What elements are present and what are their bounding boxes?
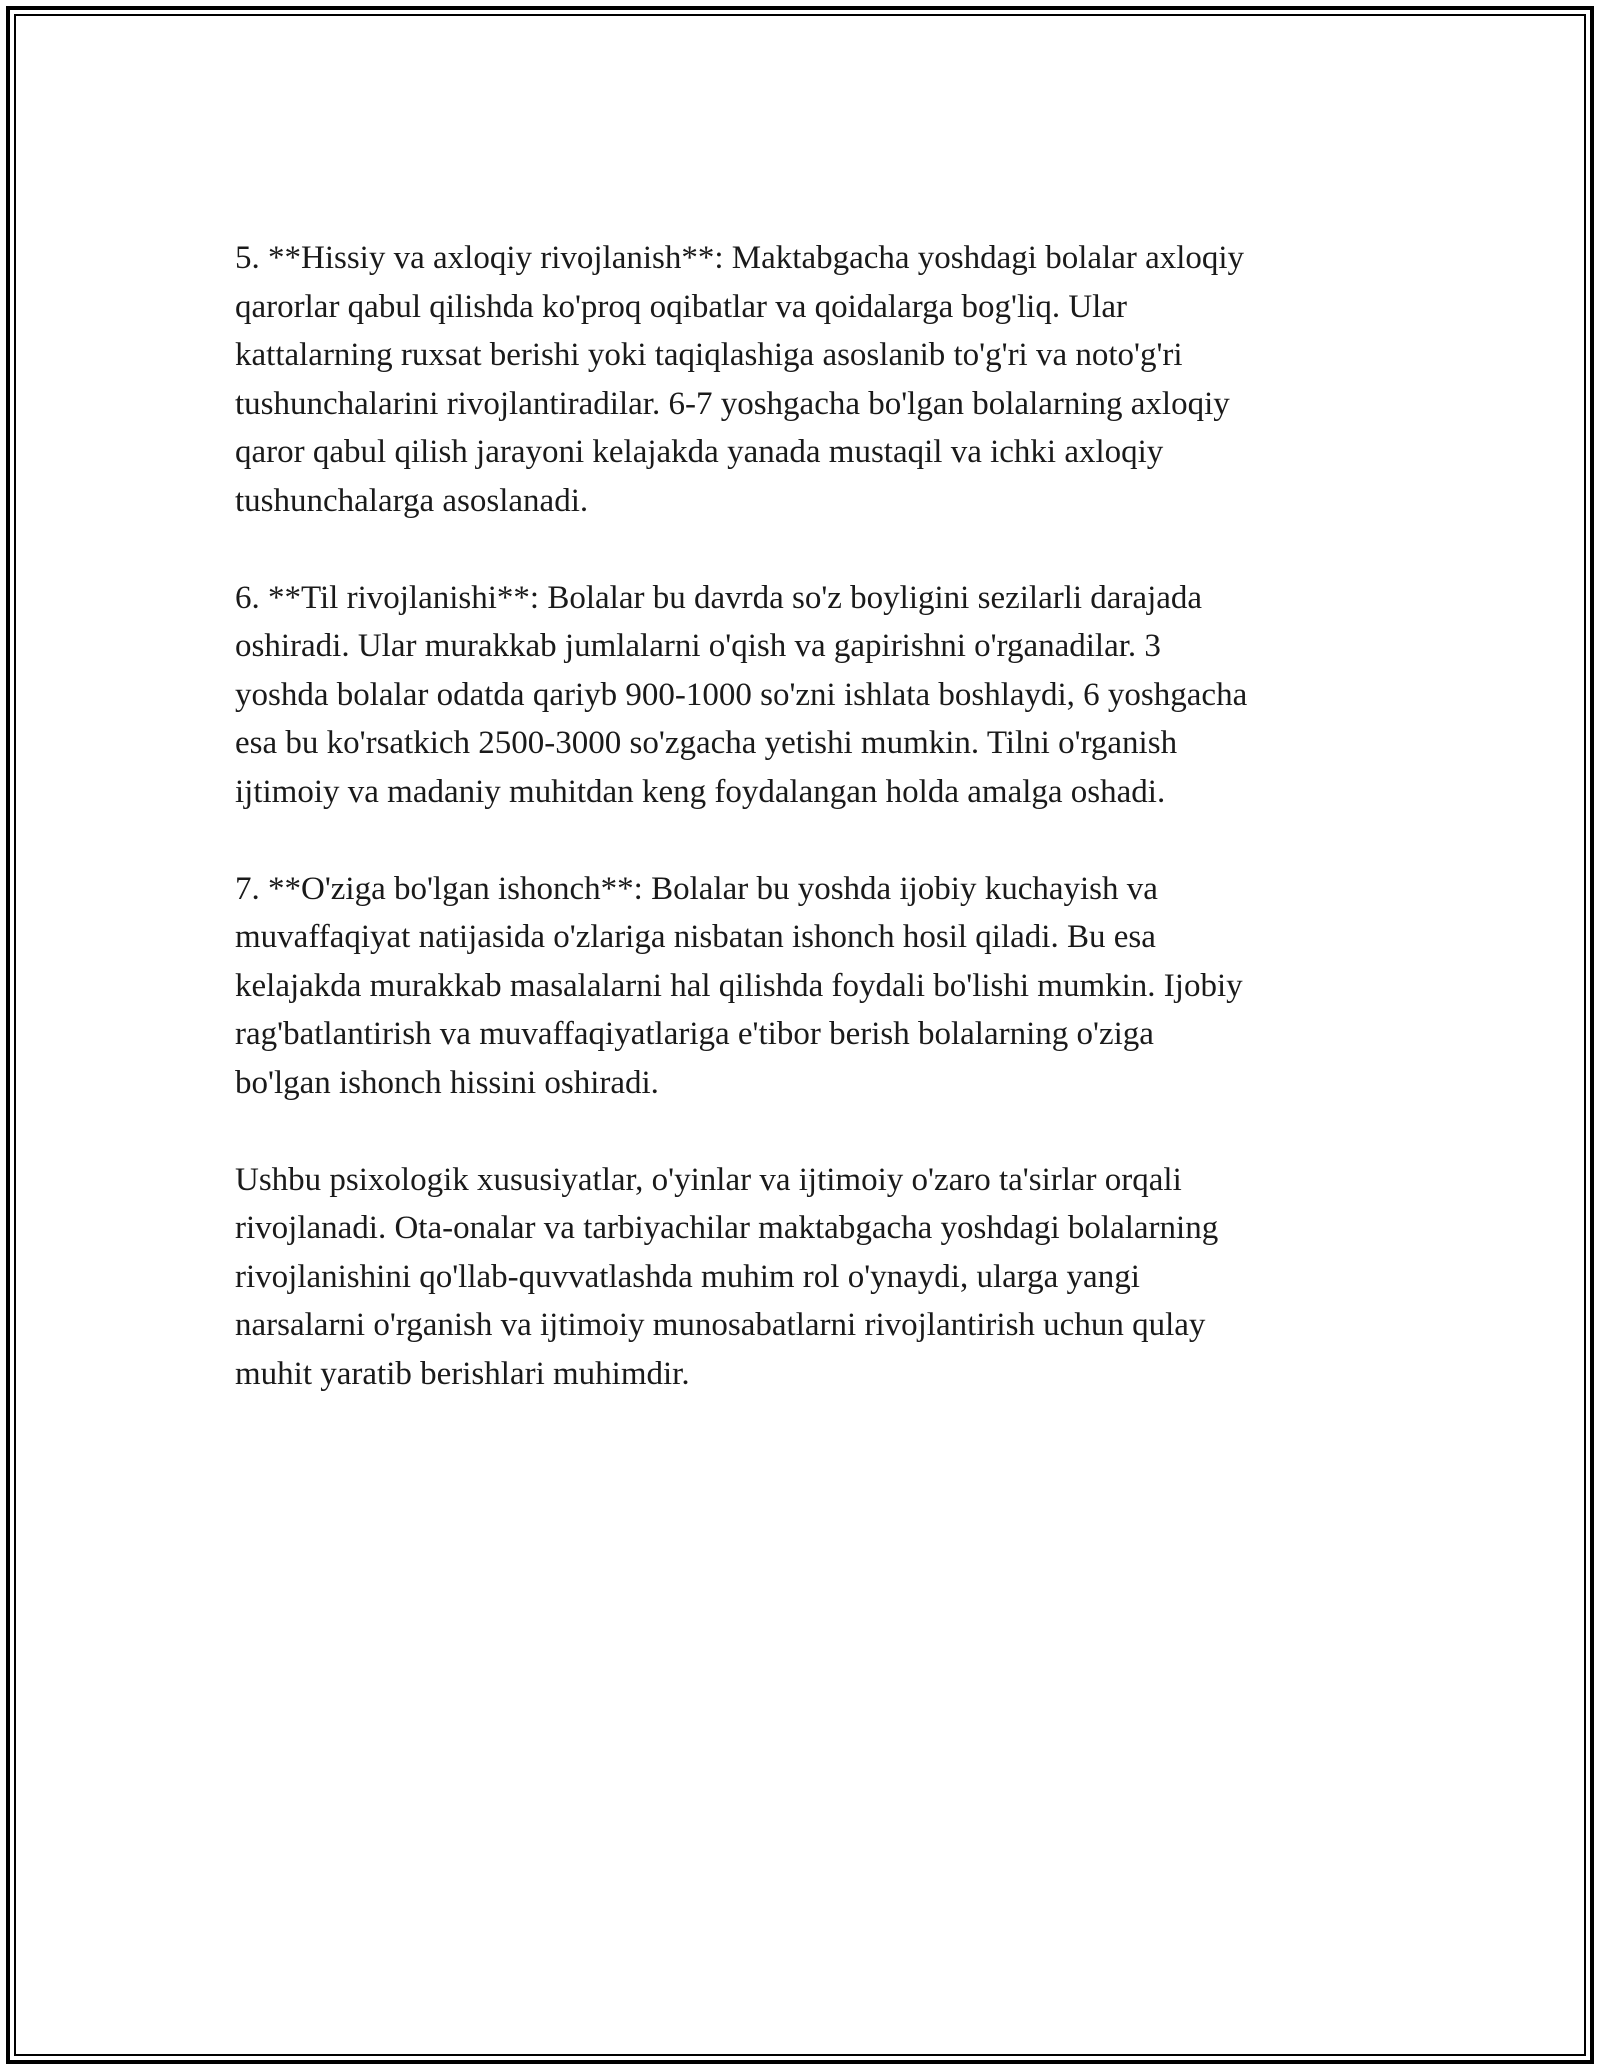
- text-line: Ushbu psixologik xususiyatlar, o'yinlar va ijtimoiy o'zaro ta'sirlar orqali: [235, 1161, 1182, 1198]
- text-line: rivojlanishini qo'llab-quvvatlashda muhim rol o'ynaydi, ularga yangi: [235, 1258, 1140, 1295]
- text-line: muvaffaqiyat natijasida o'zlariga nisbatan ishonch hosil qiladi. Bu esa: [235, 919, 1156, 955]
- text-line: kattalarning ruxsat berishi yoki taqiqlashiga asoslanib to'g'ri va noto'g'ri: [235, 337, 1183, 373]
- paragraph-conclusion: [235, 1156, 1385, 1399]
- text-line: tushunchalarga asoslanadi.: [235, 482, 589, 519]
- text-line: 7. **O'ziga bo'lgan ishonch**: Bolalar bu yoshda ijobiy kuchayish va: [235, 870, 1158, 907]
- text-line: muhit yaratib berishlari muhimdir.: [235, 1355, 690, 1392]
- text-line: ijtimoiy va madaniy muhitdan keng foydalangan holda amalga oshadi.: [235, 773, 1166, 810]
- paragraph-language-development: [235, 574, 1385, 817]
- text-line: kelajakda murakkab masalalarni hal qilishda foydali bo'lishi mumkin. Ijobiy: [235, 967, 1243, 1004]
- text-line: 6. **Til rivojlanishi**: Bolalar bu davrda so'z boyligini sezilarli darajada: [235, 579, 1203, 616]
- text-line: bo'lgan ishonch hissini oshiradi.: [235, 1064, 659, 1101]
- text-line: tushunchalarini rivojlantiradilar. 6-7 yoshgacha bo'lgan bolalarning axloqiy: [235, 385, 1230, 422]
- text-line: qarorlar qabul qilishda ko'proq oqibatlar va qoidalarga bog'liq. Ular: [235, 288, 1127, 325]
- text-line: oshiradi. Ular murakkab jumlalarni o'qish va gapirishni o'rganadilar. 3: [235, 628, 1161, 664]
- text-line: qaror qabul qilish jarayoni kelajakda yanada mustaqil va ichki axloqiy: [235, 434, 1164, 470]
- text-line: rag'batlantirish va muvaffaqiyatlariga e'tibor berish bolalarning o'ziga: [235, 1016, 1154, 1052]
- text-line: esa bu ko'rsatkich 2500-3000 so'zgacha yetishi mumkin. Tilni o'rganish: [235, 725, 1178, 761]
- paragraph-emotional-moral-development: [235, 234, 1385, 525]
- text-line: 5. **Hissiy va axloqiy rivojlanish**: Maktabgacha yoshdagi bolalar axloqiy: [235, 240, 1245, 276]
- text-line: rivojlanadi. Ota-onalar va tarbiyachilar maktabgacha yoshdagi bolalarning: [235, 1210, 1219, 1246]
- document-body: [235, 234, 1385, 1447]
- paragraph-self-confidence: [235, 865, 1385, 1108]
- text-line: yoshda bolalar odatda qariyb 900-1000 so'zni ishlata boshlaydi, 6 yoshgacha: [235, 676, 1248, 713]
- text-line: narsalarni o'rganish va ijtimoiy munosabatlarni rivojlantirish uchun qulay: [235, 1307, 1206, 1343]
